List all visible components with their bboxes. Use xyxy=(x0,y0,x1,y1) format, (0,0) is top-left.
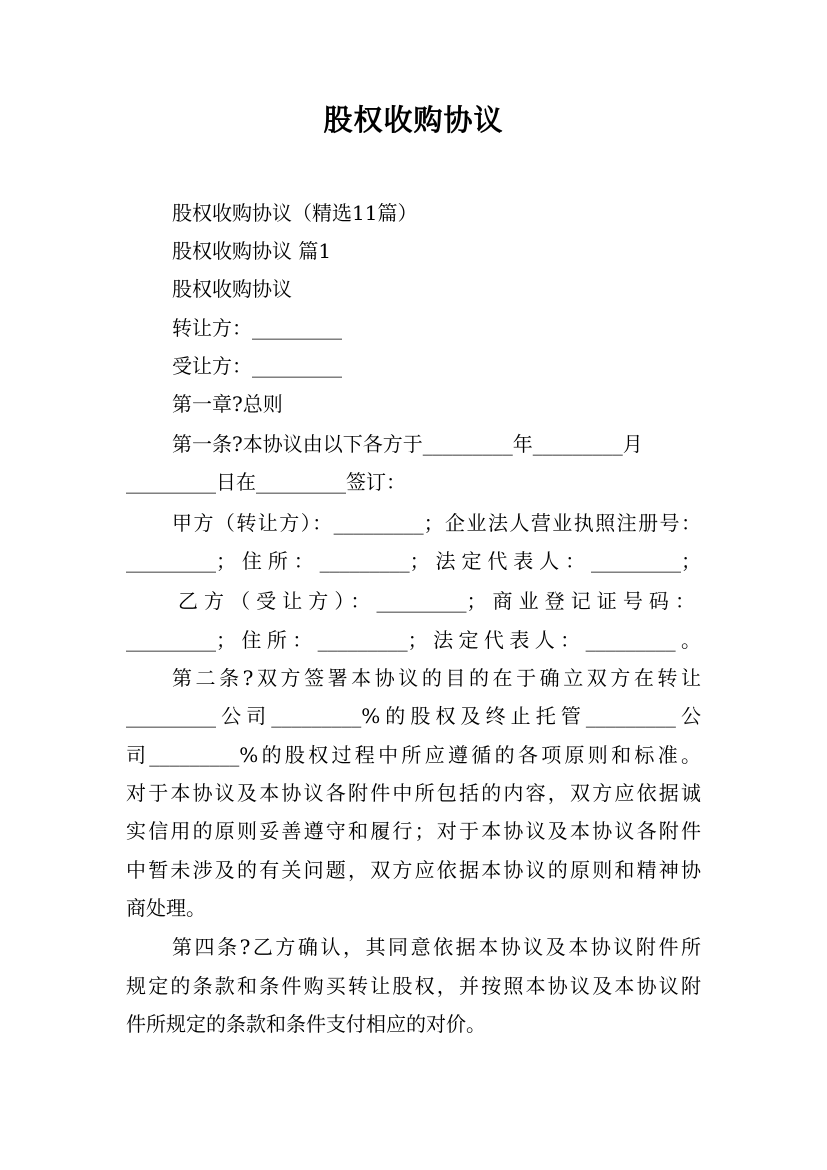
transferor-line: 转让方：_________ xyxy=(172,316,342,340)
subtitle-line: 股权收购协议（精选11篇） xyxy=(172,201,418,225)
paragraph-line: 第四条?乙方确认，其同意依据本协议及本协议附件所 xyxy=(172,935,701,959)
paragraph-line: 甲方（转让方）：_________；企业法人营业执照注册号： xyxy=(172,511,701,535)
paragraph-line: 实信用的原则妥善遵守和履行；对于本协议及本协议各附件 xyxy=(126,819,701,843)
transferee-line: 受让方：_________ xyxy=(172,354,342,378)
paragraph-line: 第一条?本协议由以下各方于_________年_________月 xyxy=(172,432,643,456)
paragraph-line: 中暂未涉及的有关问题，双方应依据本协议的原则和精神协 xyxy=(126,858,701,882)
paragraph-line: 乙方（受让方）：_________；商业登记证号码： xyxy=(178,589,695,613)
paragraph-line: 商处理。 xyxy=(126,896,206,920)
paragraph-line: _________公司_________%的股权及终止托管_________公 xyxy=(126,704,701,728)
paragraph-line: 第二条?双方签署本协议的目的在于确立双方在转让 xyxy=(172,666,701,690)
paragraph-line: 对于本协议及本协议各附件中所包括的内容，双方应依据诚 xyxy=(126,781,701,805)
paragraph-line: _________日在_________签订： xyxy=(126,470,406,494)
section-heading: 股权收购协议 篇1 xyxy=(172,239,332,263)
paragraph-line: 司_________%的股权过程中所应遵循的各项原则和标准。 xyxy=(126,743,701,767)
paragraph-line: _________；住所：_________；法定代表人：_________。 xyxy=(126,628,701,652)
document-title: 股权收购协议 xyxy=(323,103,504,137)
paragraph-line: 规定的条款和条件购买转让股权，并按照本协议及本协议附 xyxy=(126,974,701,998)
paragraph-line: 件所规定的条款和条件支付相应的对价。 xyxy=(126,1012,486,1036)
paragraph-line: _________；住所：_________；法定代表人：_________； xyxy=(126,549,701,573)
agreement-name: 股权收购协议 xyxy=(172,277,292,301)
chapter-heading: 第一章?总则 xyxy=(172,392,283,416)
